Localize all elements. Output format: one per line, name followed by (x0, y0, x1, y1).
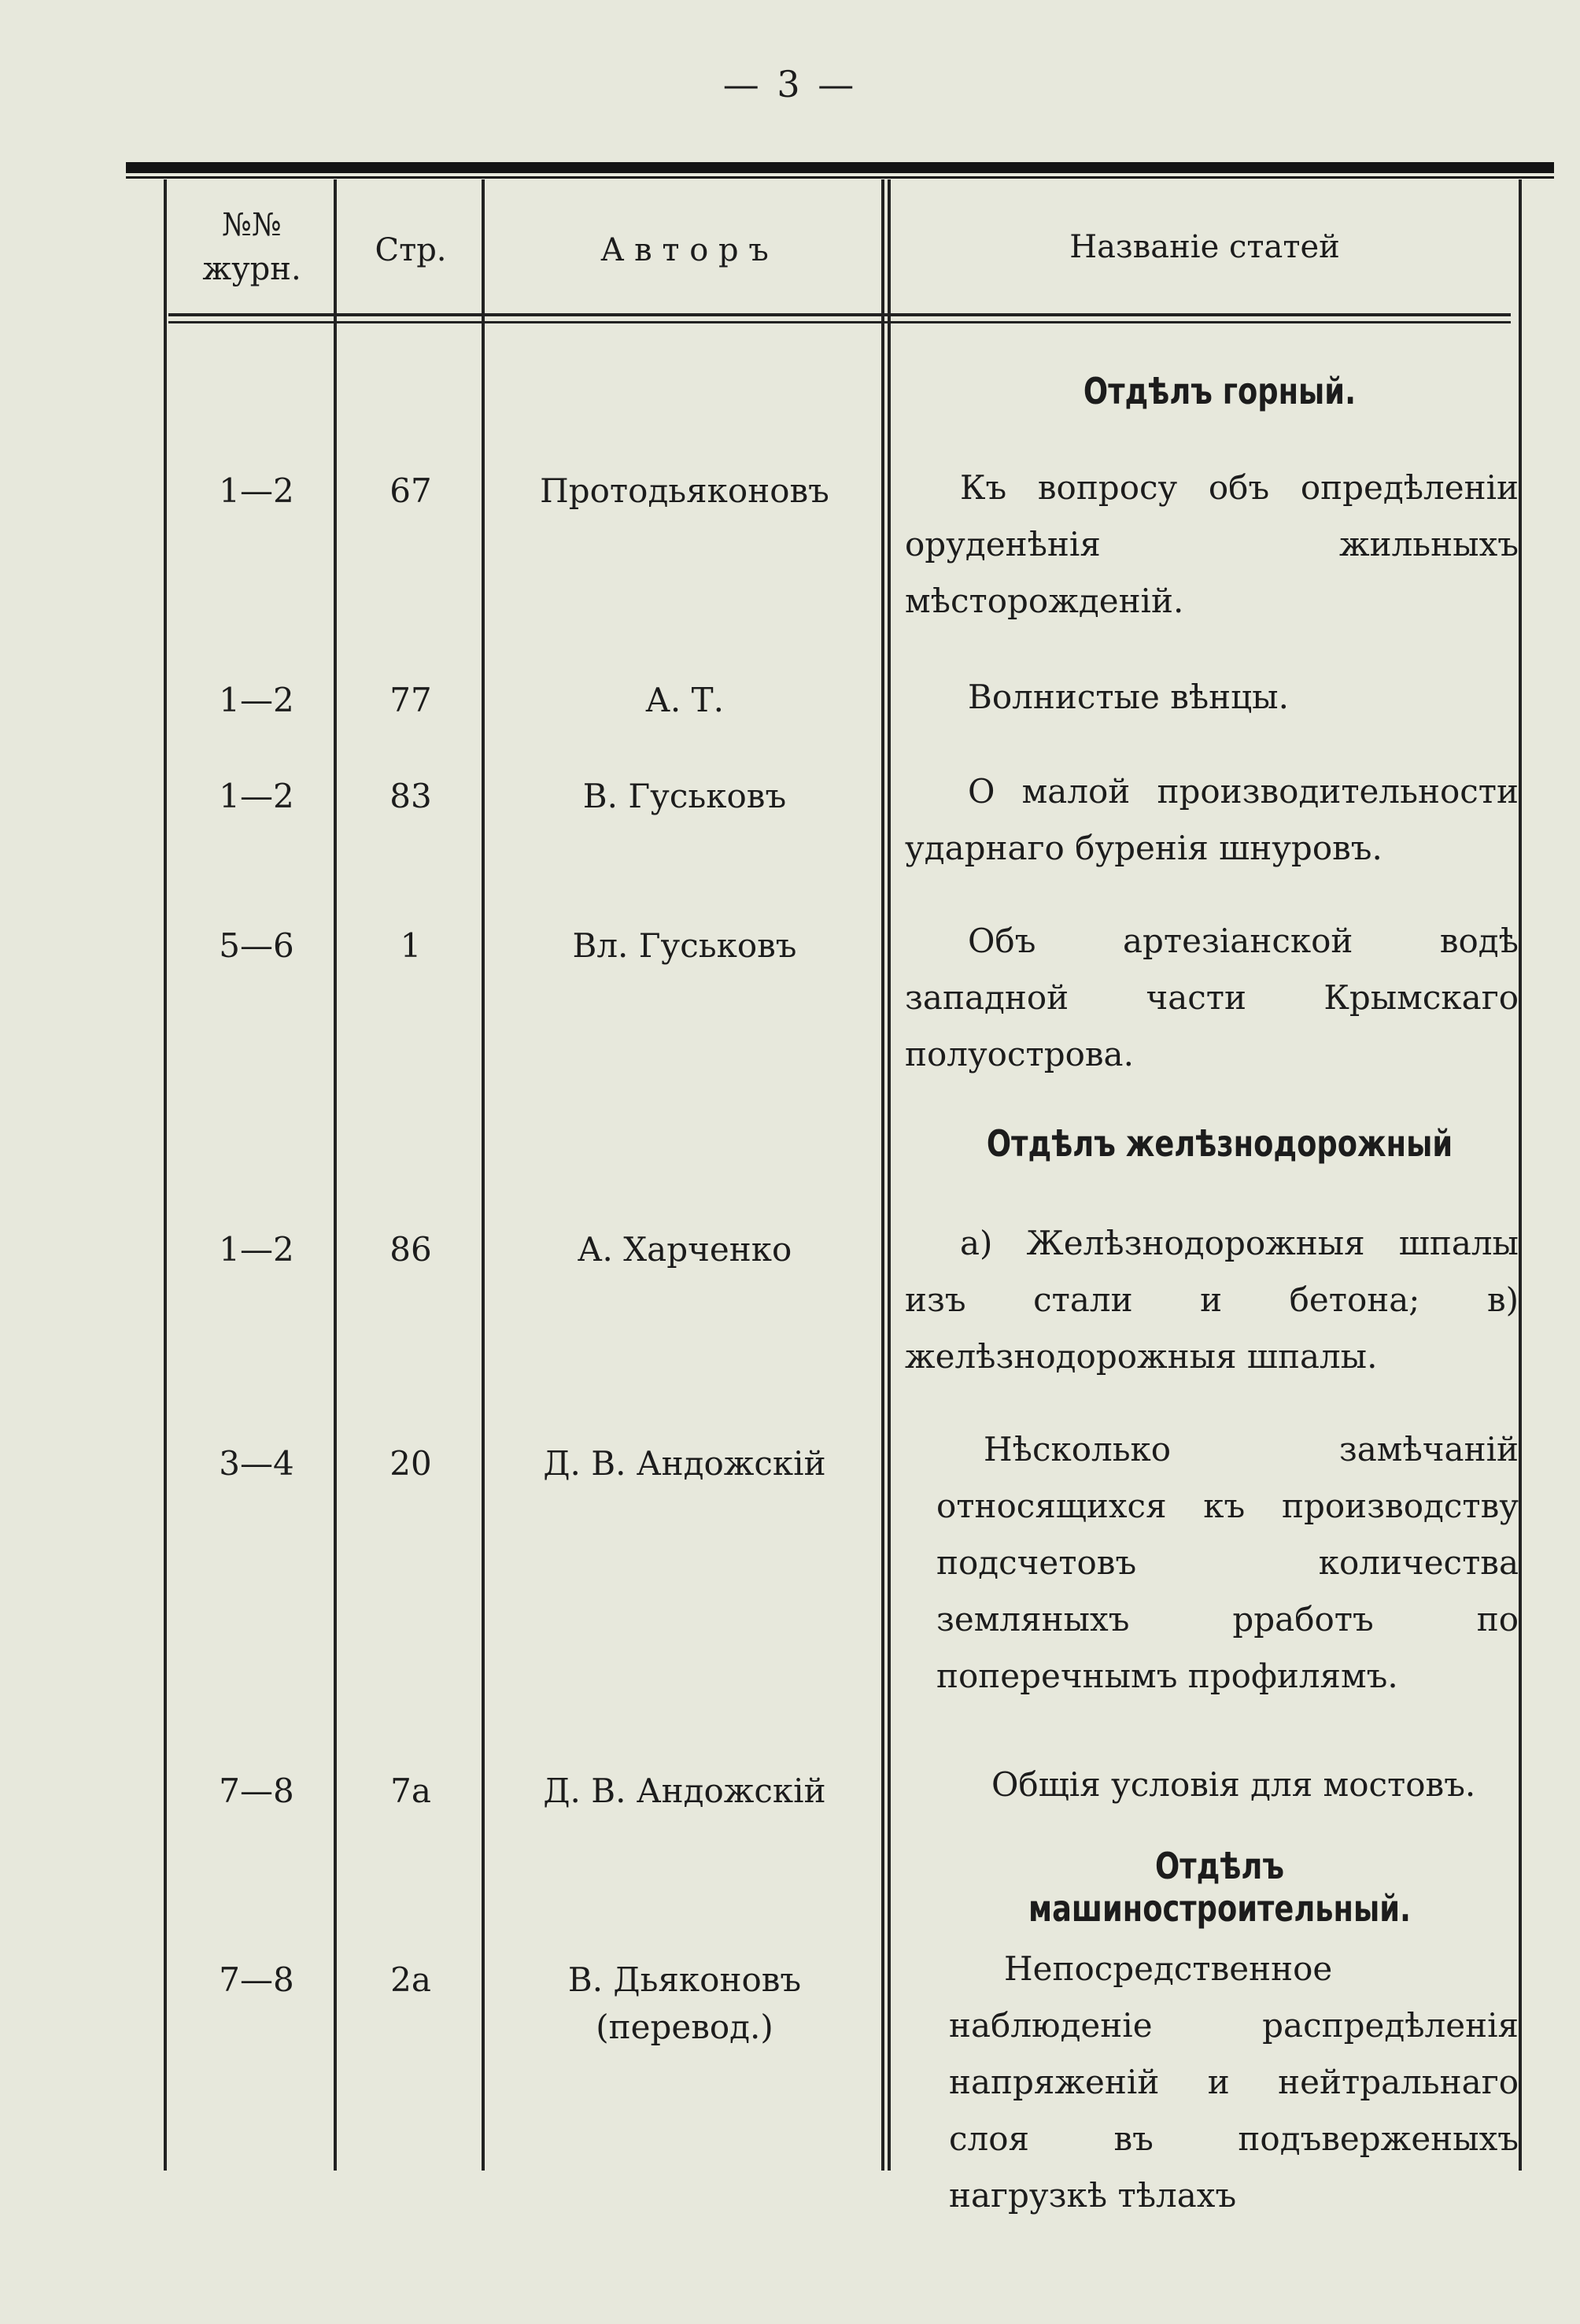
row-journal-number: 7—8 (219, 1772, 294, 1810)
row-page: 20 (389, 1444, 432, 1483)
row-journal-number: 1—2 (219, 777, 294, 815)
header-rule (168, 313, 1511, 316)
row-author: В. Гуськовъ (582, 777, 787, 815)
section-heading-railway: Отдѣлъ желѣзнодорожный (986, 1122, 1453, 1165)
column-line-page-author (482, 179, 485, 2171)
section-heading-machine-building: Отдѣлъ машиностроительный. (1028, 1845, 1412, 1930)
row-title: Непосредственное наблюденіе распредѣленія напряженій и нейтральнаго слоя въ подъверженыхъ нагрузкѣ тѣлахъ (949, 1949, 1519, 2215)
header-col-author: А в т о р ъ (600, 232, 769, 268)
row-title: Къ вопросу объ опредѣленіи оруденѣнія жильныхъ мѣсторожденій. (905, 468, 1519, 620)
header-col-title: Названіе статей (1069, 229, 1340, 265)
row-author: А. Харченко (577, 1230, 792, 1269)
row-author: Д. В. Андожскій (543, 1444, 826, 1483)
column-line-author-title-double (888, 179, 891, 2171)
row-author: В. Дьяконовъ (перевод.) (567, 1960, 802, 2046)
row-title: Объ артезіанской водѣ западной части Крымскаго полуострова. (905, 922, 1519, 1073)
row-journal-number: 1—2 (219, 471, 294, 510)
row-page: 1 (400, 926, 422, 965)
row-title: О малой производительности ударнаго буренія шнуровъ. (905, 772, 1519, 867)
row-page: 2а (390, 1960, 431, 1999)
row-author: А. Т. (645, 681, 724, 719)
row-journal-number: 1—2 (219, 681, 294, 719)
top-rule (126, 162, 1554, 173)
row-page: 83 (389, 777, 432, 815)
column-line-left (164, 179, 167, 2171)
row-author: Протодьяконовъ (540, 471, 829, 510)
section-heading-mining: Отдѣлъ горный. (1083, 370, 1357, 412)
page-number: — 3 — (722, 63, 858, 105)
header-col-page: Стр. (375, 232, 447, 268)
row-title: а) Желѣзнодорожныя шпалы изъ стали и бетона; в) желѣзнодорожныя шпалы. (905, 1224, 1519, 1376)
row-page: 77 (389, 681, 432, 719)
row-author: Д. В. Андожскій (543, 1772, 826, 1810)
row-author: Вл. Гуськовъ (572, 926, 797, 965)
row-journal-number: 5—6 (219, 926, 294, 965)
header-col-num: №№ журн. (202, 207, 301, 287)
top-rule-thin (126, 176, 1554, 179)
row-journal-number: 3—4 (219, 1444, 294, 1483)
column-line-right (1519, 179, 1522, 2171)
row-title: Волнистые вѣнцы. (968, 678, 1289, 716)
row-journal-number: 7—8 (219, 1960, 294, 1999)
row-title: Общія условія для мостовъ. (991, 1765, 1476, 1804)
column-line-author-title (881, 179, 884, 2171)
row-page: 67 (389, 471, 432, 510)
row-journal-number: 1—2 (219, 1230, 294, 1269)
header-rule-thin (168, 321, 1511, 323)
row-page: 7а (390, 1772, 431, 1810)
row-title: Нѣсколько замѣчаній относящихся къ производству подсчетовъ количества земляныхъ рработъ по поперечнымъ профилямъ. (936, 1430, 1519, 1695)
row-page: 86 (389, 1230, 432, 1269)
